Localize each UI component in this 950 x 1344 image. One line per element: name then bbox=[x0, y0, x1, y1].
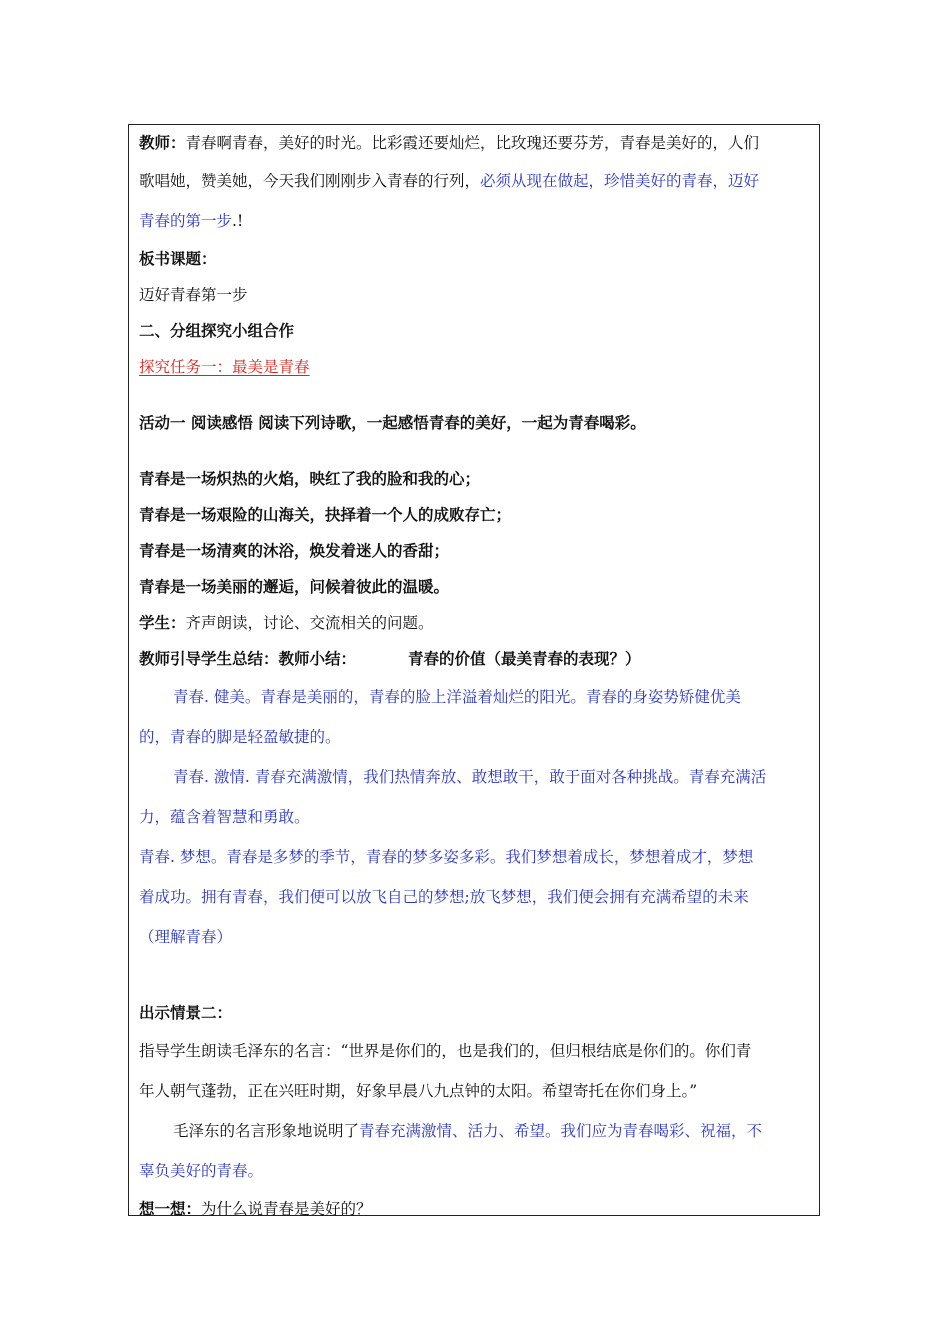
poem-line: 青春是一场清爽的沐浴，焕发着迷人的香甜； bbox=[139, 541, 450, 560]
poem-line: 青春是一场炽热的火焰，映红了我的脸和我的心； bbox=[139, 469, 481, 488]
value-dream-line-2: 着成功。拥有青春，我们便可以放飞自己的梦想;放飞梦想，我们便会拥有充满希望的未来 bbox=[139, 888, 749, 906]
teacher-label: 教师： bbox=[139, 133, 186, 152]
value-health-line-1: 青春. 健美。青春是美丽的，青春的脸上洋溢着灿烂的阳光。青春的身姿势矫健优美 bbox=[173, 688, 741, 706]
poem-line: 青春是一场艰险的山海关，抉择着一个人的成败存亡； bbox=[139, 505, 512, 524]
summary-value: 青春的价值（最美青春的表现？） bbox=[408, 649, 641, 668]
think-text: 为什么说青春是美好的？ bbox=[201, 1200, 372, 1218]
task-one-link: 探究任务一：最美是青春 bbox=[139, 358, 310, 376]
intro-end: .! bbox=[232, 212, 244, 230]
value-dream-line-1: 青春. 梦想。青春是多梦的季节，青春的梦多姿多彩。我们梦想着成长，梦想着成才，梦想 bbox=[139, 848, 754, 866]
intro-text-2: 歌唱她，赞美她，今天我们刚刚步入青春的行列， bbox=[139, 172, 481, 190]
board-label: 板书课题： bbox=[139, 249, 217, 268]
spacer bbox=[139, 385, 811, 405]
student-line bbox=[139, 605, 811, 641]
intro-line-3 bbox=[139, 201, 811, 241]
poem-line: 青春是一场美丽的邂逅，问候着彼此的温暖。 bbox=[139, 577, 450, 596]
lesson-table-cell bbox=[128, 124, 820, 1216]
spacer bbox=[139, 441, 811, 461]
scene-two-label: 出示情景二： bbox=[139, 1003, 233, 1022]
intro-line-1 bbox=[139, 125, 811, 161]
activity-one: 活动一 阅读感悟 阅读下列诗歌，一起感悟青春的美好，一起为青春喝彩。 bbox=[139, 413, 646, 432]
think-line bbox=[139, 1191, 811, 1227]
value-passion-line-2: 力，蕴含着智慧和勇敢。 bbox=[139, 808, 310, 826]
section-heading: 二、分组探究小组合作 bbox=[139, 321, 295, 340]
spacer bbox=[139, 957, 811, 995]
student-label: 学生： bbox=[139, 613, 186, 632]
value-passion-line-1: 青春. 激情. 青春充满激情，我们热情奔放、敢想敢干，敢于面对各种挑战。青春充满活 bbox=[173, 768, 767, 786]
comment-line-1: 毛泽东的名言形象地说明了青春充满激情、活力、希望。我们应为青春喝彩、祝福，不 bbox=[173, 1122, 763, 1140]
intro-line-2 bbox=[139, 161, 811, 201]
board-title: 迈好青春第一步 bbox=[139, 286, 248, 304]
summary-label: 教师引导学生总结：教师小结： bbox=[139, 649, 357, 668]
quote-line-2: 年人朝气蓬勃，正在兴旺时期，好象早晨八九点钟的太阳。希望寄托在你们身上。” bbox=[139, 1082, 698, 1100]
intro-highlight-3: 青春的第一步 bbox=[139, 212, 233, 230]
value-dream-line-3: （理解青春） bbox=[139, 928, 233, 946]
lesson-content bbox=[139, 125, 811, 1227]
student-text: 齐声朗读，讨论、交流相关的问题。 bbox=[185, 614, 434, 632]
summary-line bbox=[139, 641, 811, 677]
intro-text-1: 青春啊青春，美好的时光。比彩霞还要灿烂，比玫瑰还要芬芳，青春是美好的，人们 bbox=[185, 134, 760, 152]
quote-line-1: 指导学生朗读毛泽东的名言：“世界是你们的，也是我们的，但归根结底是你们的。你们青 bbox=[139, 1042, 752, 1060]
comment-line-2: 辜负美好的青春。 bbox=[139, 1162, 264, 1180]
value-health-line-2: 的，青春的脚是轻盈敏捷的。 bbox=[139, 728, 341, 746]
think-label: 想一想： bbox=[139, 1199, 202, 1218]
intro-highlight-2: 必须从现在做起，珍惜美好的青春，迈好 bbox=[480, 172, 760, 190]
